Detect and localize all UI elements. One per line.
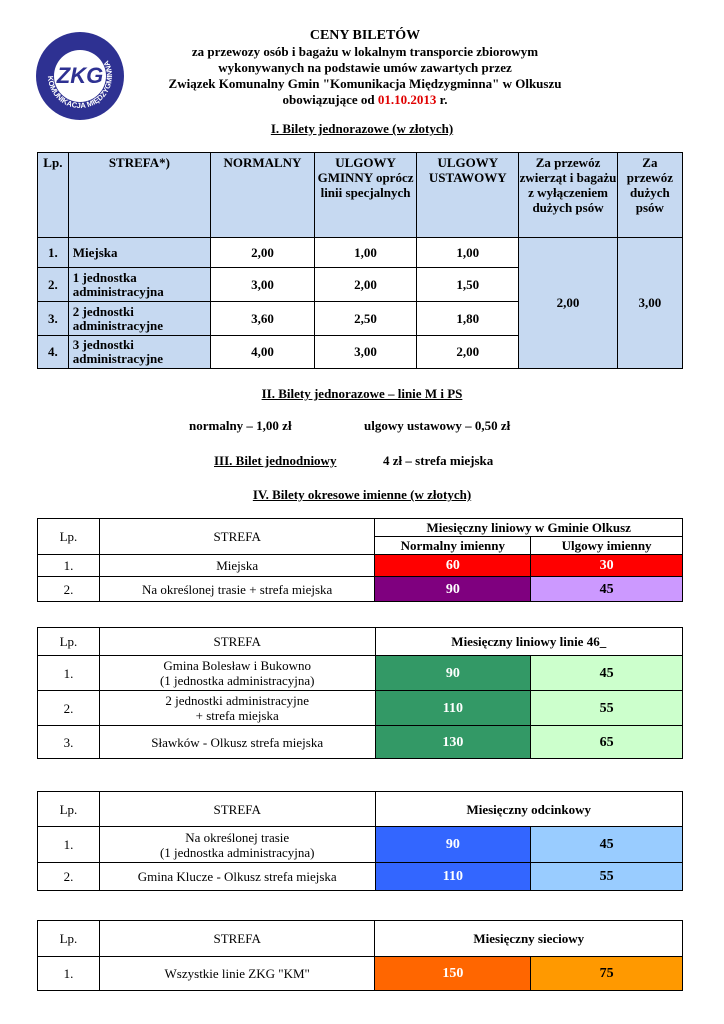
psow-price: 3,00 xyxy=(617,238,682,369)
page-title: CENY BILETÓW xyxy=(309,28,421,43)
single-ticket-table xyxy=(37,152,683,369)
table-row: 1. Miejska 2,00 1,00 1,00 2,00 3,00 xyxy=(38,238,683,268)
table-row: 1. Na określonej trasie (1 jednostka administracyjna) 90 45 xyxy=(38,827,683,863)
monthly-line-46-table: Lp. STREFA Miesięczny liniowy linie 46_ 1. Gmina Bolesław i Bukowno (1 jednostka administracyjna) 90 45 2. 2 jednostki administracyjne + strefa miejska 110 55 3. Sławków - Olkusz strefa miejska 130 65 xyxy=(37,627,683,759)
section-4-title: IV. Bilety okresowe imienne (w złotych) xyxy=(252,487,472,502)
col-strefa-header: STREFA*) xyxy=(68,153,210,238)
table-row: 3. 2 jednostki administracyjne 3,60 2,50 1,80 xyxy=(38,302,683,336)
section-2-normal-price: normalny – 1,00 zł xyxy=(189,418,292,433)
table-row: 1. Miejska 60 30 xyxy=(38,555,683,577)
table-row: 2. 2 jednostki administracyjne + strefa miejska 110 55 xyxy=(38,691,683,726)
zwierzat-price: 2,00 xyxy=(519,238,617,369)
header-line-1: za przewozy osób i bagażu w lokalnym transporcie zbiorowym xyxy=(191,44,539,59)
monthly-network-table: Lp. STREFA Miesięczny sieciowy 1. Wszystkie linie ZKG "KM" 150 75 xyxy=(37,920,683,991)
header-line-2: wykonywanych na podstawie umów zawartych przez xyxy=(218,60,512,75)
header-line-3: Związek Komunalny Gmin "Komunikacja Międzygminna" w Olkuszu xyxy=(168,76,562,91)
logo-letters: ZKG xyxy=(56,63,104,88)
col-normalny-header: NORMALNY xyxy=(211,153,315,238)
section-3-title: III. Bilet jednodniowy xyxy=(214,453,337,468)
table-row: 2. Gmina Klucze - Olkusz strefa miejska 110 55 xyxy=(38,863,683,891)
section-1-title: I. Bilety jednorazowe (w złotych) xyxy=(270,121,454,136)
section-3-value: 4 zł – strefa miejska xyxy=(383,453,494,468)
zkg-logo xyxy=(34,30,126,122)
logo-ring-text: KOMUNIKACJA MIĘDZYGMINNA xyxy=(45,59,115,111)
col-ulgowy-gminny-header: ULGOWY GMINNY oprócz linii specjalnych xyxy=(314,153,416,238)
section-2-title: II. Bilety jednorazowe – linie M i PS xyxy=(261,386,463,401)
col-psow-header: Za przewóz dużych psów xyxy=(617,153,682,238)
section-2-reduced-price: ulgowy ustawowy – 0,50 zł xyxy=(364,418,511,433)
table-row: 2. 1 jednostka administracyjna 3,00 2,00 1,50 xyxy=(38,268,683,302)
document-header xyxy=(140,28,590,108)
col-zwierzat-header: Za przewóz zwierząt i bagażu z wyłączeniem dużych psów xyxy=(519,153,617,238)
table-row: 2. Na określonej trasie + strefa miejska 90 45 xyxy=(38,577,683,602)
header-line-4: obowiązujące od 01.10.2013 r. xyxy=(282,92,448,107)
col-ulgowy-ustawowy-header: ULGOWY USTAWOWY xyxy=(417,153,519,238)
effective-date: 01.10.2013 xyxy=(377,92,437,107)
table-header-row xyxy=(38,153,683,238)
table-row: 1. Gmina Bolesław i Bukowno (1 jednostka administracyjna) 90 45 xyxy=(38,656,683,691)
group-header: Miesięczny liniowy linie 46_ xyxy=(375,628,683,656)
group-header: Miesięczny sieciowy xyxy=(375,921,683,957)
col-lp-header: Lp. xyxy=(38,153,69,238)
table-row: 4. 3 jednostki administracyjne 4,00 3,00 2,00 xyxy=(38,336,683,369)
table-row: 3. Sławków - Olkusz strefa miejska 130 65 xyxy=(38,726,683,759)
group-header: Miesięczny odcinkowy xyxy=(375,792,683,827)
group-header: Miesięczny liniowy w Gminie Olkusz xyxy=(375,519,683,537)
monthly-section-table: Lp. STREFA Miesięczny odcinkowy 1. Na określonej trasie (1 jednostka administracyjna) 90 45 2. Gmina Klucze - Olkusz strefa miejska 110 55 xyxy=(37,791,683,891)
table-row: 1. Wszystkie linie ZKG "KM" 150 75 xyxy=(38,957,683,991)
monthly-olkusz-table: Lp. STREFA Miesięczny liniowy w Gminie Olkusz Normalny imienny Ulgowy imienny 1. Miejska 60 30 2. Na określonej trasie + strefa miejska 90 45 xyxy=(37,518,683,602)
